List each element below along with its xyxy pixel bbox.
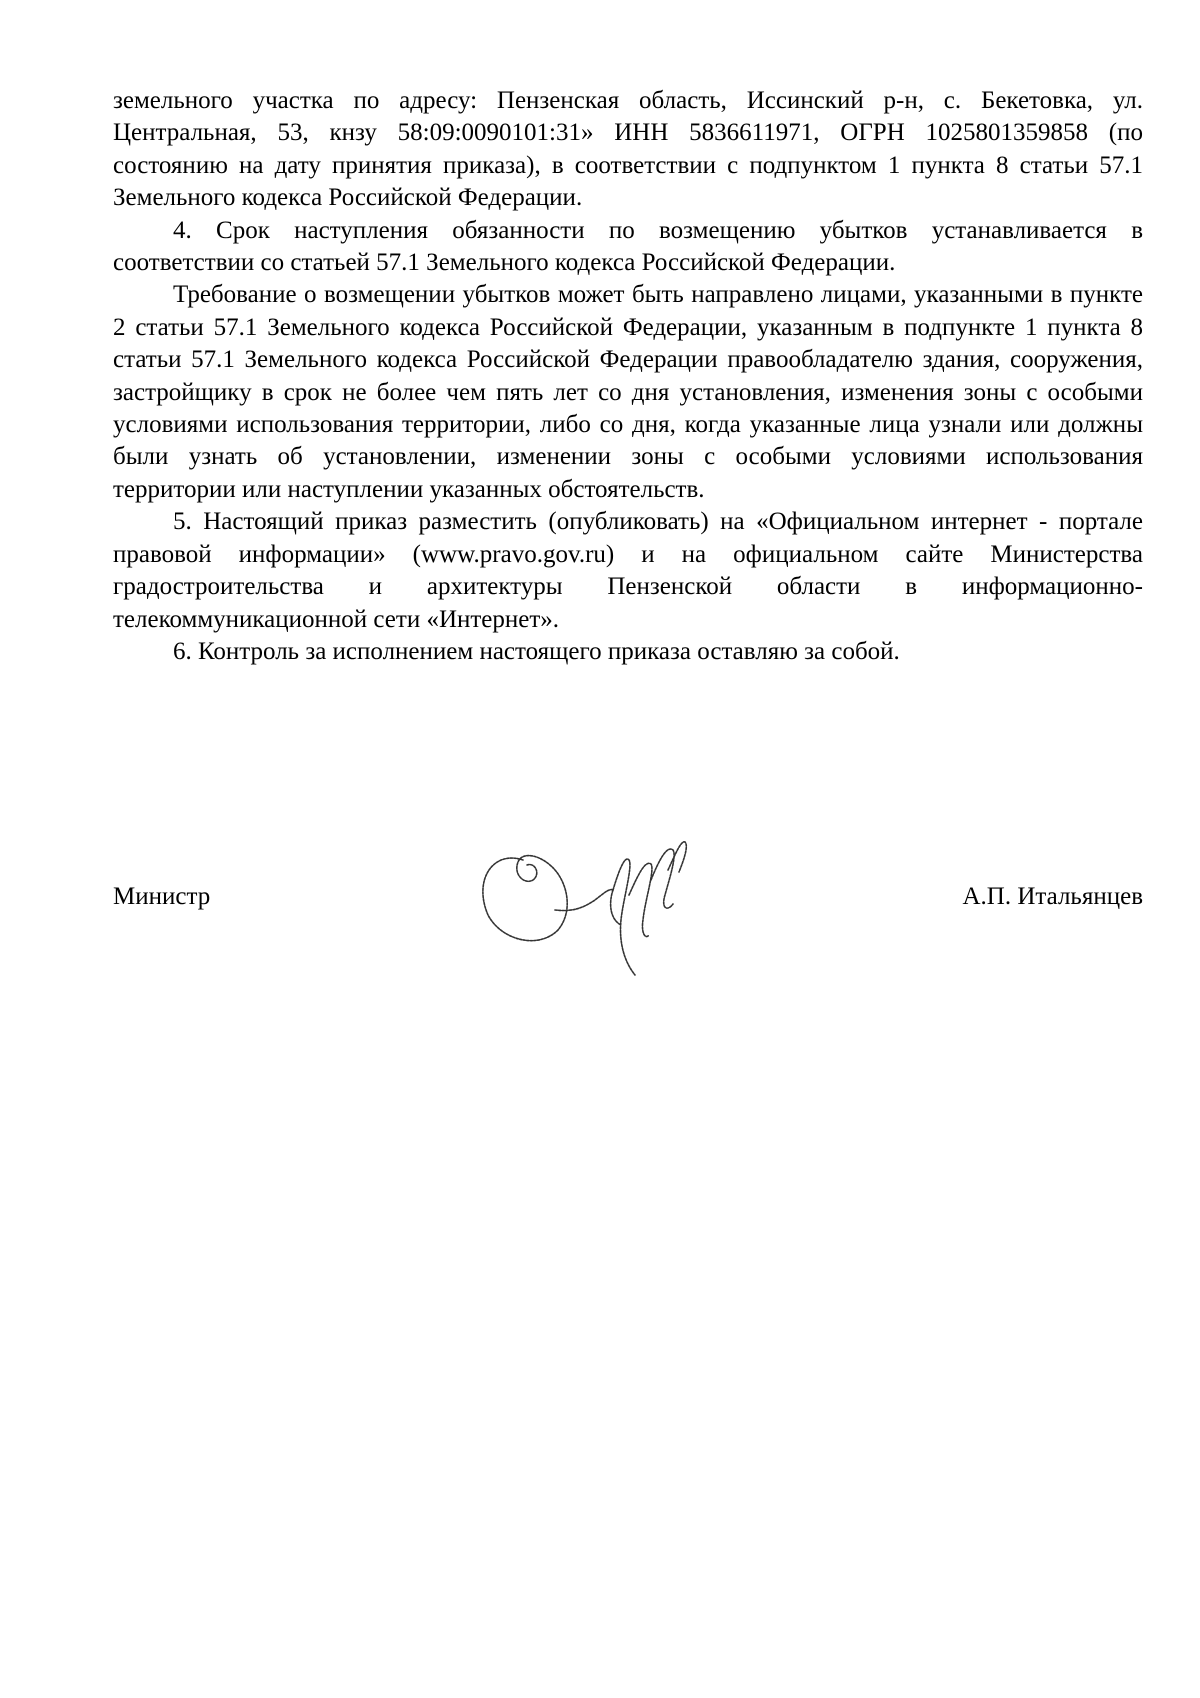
signature-block (113, 800, 1143, 990)
handwritten-signature (463, 800, 703, 990)
signatory-name: А.П. Итальянцев (962, 883, 1143, 910)
paragraph-item-6: 6. Контроль за исполнением настоящего приказа оставляю за собой. (173, 637, 900, 665)
document-body (113, 85, 1143, 668)
paragraph-address-continuation: земельного участка по адресу: Пензенская область, Иссинский р-н, с. Бекетовка, ул. Центральная, 53, кнзу 58:09:0090101:31» ИНН 5836611971, ОГРН 1025801359858 (по состоянию на дату принятия приказа), в соответствии с подпунктом 1 пункта 8 статьи 57.1 Земельного кодекса Российской Федерации. (113, 87, 1143, 212)
signatory-title: Министр (113, 883, 211, 910)
paragraph-item-5: 5. Настоящий приказ разместить (опубликовать) на «Официальном интернет - портале правовой информации» (www.pravo.gov.ru) и на официальном сайте Министерства градостроительства и архитектуры Пензенской области в информационно-телекоммуникационной сети «Интернет». (113, 508, 1143, 633)
paragraph-item-4: 4. Срок наступления обязанности по возмещению убытков устанавливается в соответствии со статьей 57.1 Земельного кодекса Российской Федерации. (113, 216, 1143, 277)
paragraph-claim-requirement: Требование о возмещении убытков может быть направлено лицами, указанными в пункте 2 статьи 57.1 Земельного кодекса Российской Федерации, указанным в подпункте 1 пункта 8 статьи 57.1 Земельного кодекса Российской Федерации правообладателю здания, сооружения, застройщику в срок не более чем пять лет со дня установления, изменения зоны с особыми условиями использования территории, либо со дня, когда указанные лица узнали или должны были узнать об установлении, изменении зоны с особыми условиями использования территории или наступлении указанных обстоятельств. (113, 281, 1143, 503)
